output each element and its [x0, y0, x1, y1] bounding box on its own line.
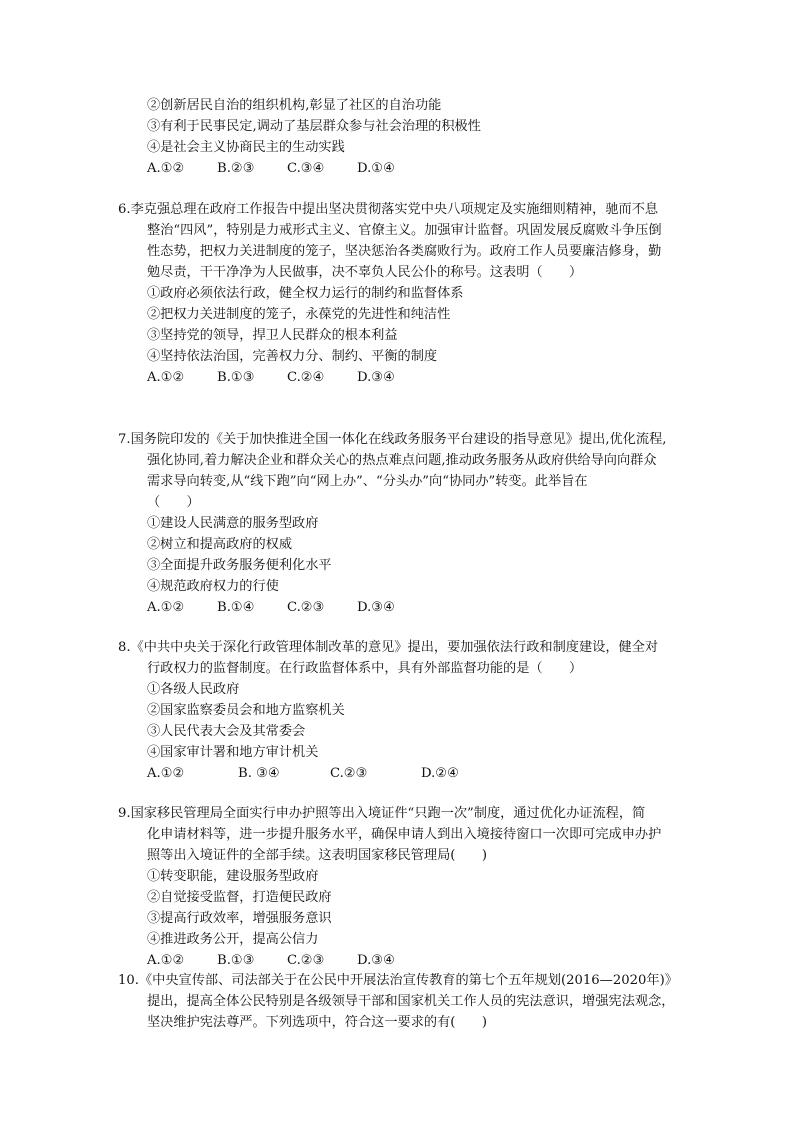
q5-choice-d: D.①④: [357, 161, 395, 176]
q6-option-3: ③坚持党的领导，捍卫人民群众的根本利益: [147, 328, 398, 343]
q8-option-1: ①各级人民政府: [147, 682, 240, 697]
q10-stem-line-3: 坚决维护宪法尊严。下列选项中，符合这一要求的有( ): [147, 1015, 487, 1030]
q9-option-4: ④推进政务公开，提高公信力: [147, 932, 319, 947]
q9-option-2: ②自觉接受监督，打造便民政府: [147, 890, 332, 905]
q7-stem-line-3: 需求导向转变,从“线下跑”向“网上办”、“分头办”向“协同办”转变。此举旨在: [147, 474, 588, 489]
q6-option-1: ①政府必须依法行政，健全权力运行的制约和监督体系: [147, 286, 464, 301]
q8-choice-b: B. ③④: [238, 766, 280, 781]
q7-choice-b: B.①④: [217, 600, 255, 615]
q10-stem-line-1: 10.《中央宣传部、司法部关于在公民中开展法治宣传教育的第七个五年规划(2016—2020年)》: [118, 973, 678, 988]
q5-choice-c: C.③④: [287, 161, 325, 176]
q6-choice-a: A.①②: [147, 370, 185, 385]
q5-option-line-2: ②创新居民自治的组织机构,彰显了社区的自治功能: [147, 98, 442, 113]
q8-choice-c: C.②③: [330, 766, 368, 781]
q6-option-2: ②把权力关进制度的笼子，永葆党的先进性和纯洁性: [147, 307, 451, 322]
q6-stem-line-2: 整治“四风”，特别是力戒形式主义、官僚主义。加强审计监督。巩固发展反腐败斗争压倒: [147, 223, 662, 238]
q6-choice-c: C.②④: [287, 370, 325, 385]
q7-option-1: ①建设人民满意的服务型政府: [147, 516, 319, 531]
q8-option-4: ④国家审计署和地方审计机关: [147, 745, 319, 760]
q10-stem-line-2: 提出，提高全体公民特别是各级领导干部和国家机关工作人员的宪法意识，增强宪法观念，: [147, 994, 675, 1009]
q7-stem-line-2: 强化协同,着力解决企业和群众关心的热点难点问题,推动政务服务从政府供给导向向群众: [147, 453, 657, 468]
q8-stem-line-2: 行政权力的监督制度。在行政监督体系中，具有外部监督功能的是（ ）: [147, 661, 583, 676]
q6-stem-line-3: 性态势，把权力关进制度的笼子，坚决惩治各类腐败行为。政府工作人员要廉洁修身，勤: [147, 244, 662, 259]
q9-choice-b: B.①③: [217, 953, 255, 968]
q9-stem-line-3: 照等出入境证件的全部手续。这表明国家移民管理局( ): [147, 848, 487, 863]
q7-option-2: ②树立和提高政府的权威: [147, 537, 293, 552]
q5-option-line-3: ③有利于民事民定,调动了基层群众参与社会治理的积极性: [147, 119, 481, 134]
q9-choice-a: A.①②: [147, 953, 185, 968]
q7-option-3: ③全面提升政务服务便利化水平: [147, 558, 332, 573]
q5-option-line-4: ④是社会主义协商民主的生动实践: [147, 140, 345, 155]
q8-option-2: ②国家监察委员会和地方监察机关: [147, 703, 345, 718]
q9-stem-line-2: 化申请材料等，进一步提升服务水平，确保申请人到出入境接待窗口一次即可完成申办护: [147, 827, 662, 842]
q7-choice-a: A.①②: [147, 600, 185, 615]
q7-stem-line-1: 7.国务院印发的《关于加快推进全国一体化在线政务服务平台建设的指导意见》提出,优化流程,: [118, 432, 667, 447]
q6-choice-b: B.①③: [217, 370, 255, 385]
q5-choice-a: A.①②: [147, 161, 185, 176]
q7-choice-c: C.②③: [287, 600, 325, 615]
q8-choice-a: A.①②: [147, 766, 185, 781]
q6-stem-line-1: 6.李克强总理在政府工作报告中提出坚决贯彻落实党中央八项规定及实施细则精神，驰而不息: [118, 202, 659, 217]
q9-stem-line-1: 9.国家移民管理局全面实行申办护照等出入境证件“只跑一次”制度，通过优化办证流程，简: [118, 806, 646, 821]
q8-option-3: ③人民代表大会及其常委会: [147, 724, 306, 739]
q8-choice-d: D.②④: [421, 766, 459, 781]
q6-option-4: ④坚持依法治国，完善权力分、制约、平衡的制度: [147, 349, 438, 364]
q9-option-1: ①转变职能，建设服务型政府: [147, 869, 319, 884]
q5-choice-b: B.②③: [217, 161, 255, 176]
q6-stem-line-4: 勉尽责，干干净净为人民做事，决不辜负人民公仆的称号。这表明（ ）: [147, 265, 583, 280]
q7-choice-d: D.③④: [357, 600, 395, 615]
q7-stem-line-4: （ ）: [147, 495, 200, 510]
q6-choice-d: D.③④: [357, 370, 395, 385]
q9-choice-d: D.③④: [357, 953, 395, 968]
q8-stem-line-1: 8.《中共中央关于深化行政管理体制改革的意见》提出，要加强依法行政和制度建设，健全对: [118, 640, 659, 655]
q7-option-4: ④规范政府权力的行使: [147, 579, 279, 594]
q9-option-3: ③提高行政效率，增强服务意识: [147, 911, 332, 926]
q9-choice-c: C.②③: [287, 953, 325, 968]
